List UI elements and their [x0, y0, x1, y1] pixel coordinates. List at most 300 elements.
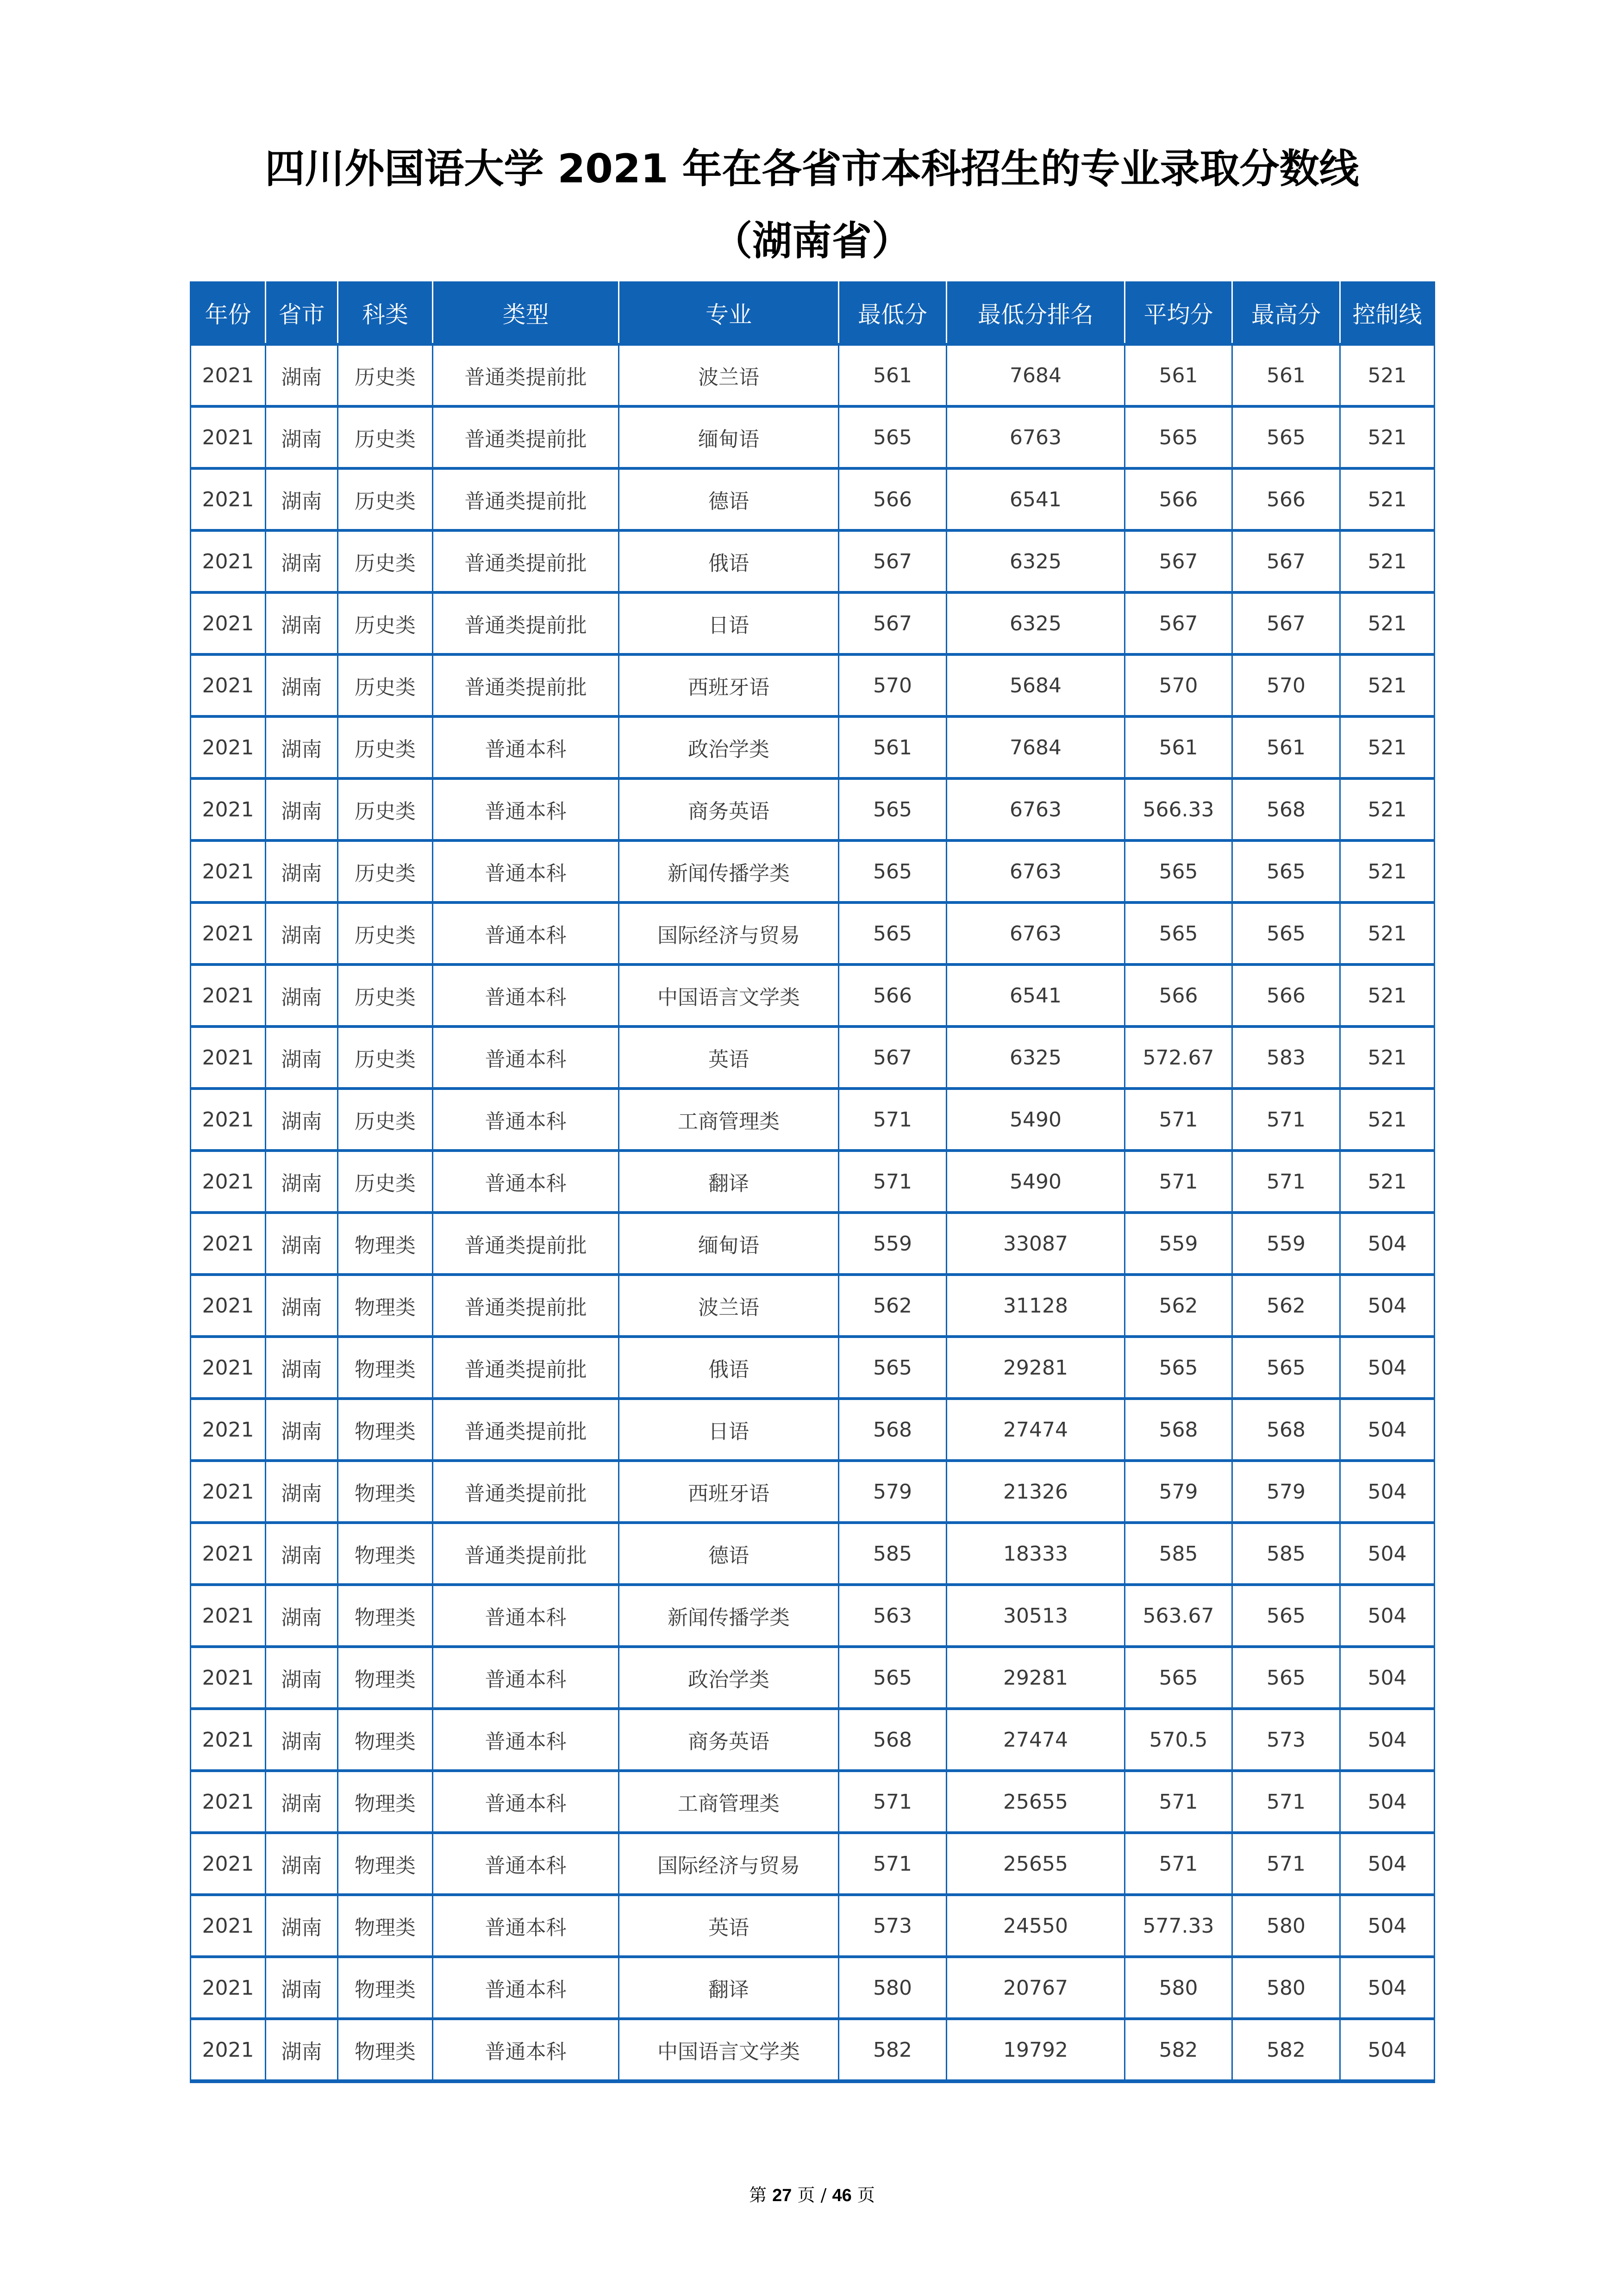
cell-min-score-rank: 6763	[947, 902, 1125, 964]
cell-batch-type: 普通类提前批	[433, 1399, 619, 1461]
cell-min-score-rank: 25655	[947, 1771, 1125, 1833]
cell-major: 翻译	[619, 1151, 839, 1213]
cell-min-score: 582	[839, 2019, 947, 2081]
cell-province: 湖南	[266, 1523, 338, 1585]
cell-control-line: 521	[1340, 1027, 1435, 1089]
cell-major: 翻译	[619, 1957, 839, 2019]
cell-control-line: 521	[1340, 468, 1435, 530]
cell-year: 2021	[191, 654, 266, 716]
cell-min-score-rank: 6325	[947, 592, 1125, 654]
cell-subject-category: 历史类	[338, 468, 433, 530]
cell-control-line: 521	[1340, 1089, 1435, 1151]
cell-avg-score: 567	[1125, 530, 1232, 592]
footer-suffix: 页	[857, 2185, 875, 2205]
cell-major: 商务英语	[619, 778, 839, 840]
cell-subject-category: 物理类	[338, 1337, 433, 1399]
cell-year: 2021	[191, 1337, 266, 1399]
cell-control-line: 521	[1340, 902, 1435, 964]
cell-avg-score: 566.33	[1125, 778, 1232, 840]
cell-control-line: 504	[1340, 1585, 1435, 1647]
cell-control-line: 521	[1340, 592, 1435, 654]
cell-min-score: 571	[839, 1771, 947, 1833]
table-row	[191, 1833, 1435, 1895]
cell-min-score-rank: 6763	[947, 840, 1125, 902]
table-row	[191, 902, 1435, 964]
cell-subject-category: 历史类	[338, 406, 433, 468]
cell-min-score-rank: 7684	[947, 716, 1125, 778]
cell-batch-type: 普通本科	[433, 778, 619, 840]
cell-province: 湖南	[266, 1275, 338, 1337]
cell-min-score: 565	[839, 840, 947, 902]
cell-major: 俄语	[619, 530, 839, 592]
cell-province: 湖南	[266, 406, 338, 468]
cell-major: 日语	[619, 1399, 839, 1461]
cell-year: 2021	[191, 1275, 266, 1337]
cell-min-score: 565	[839, 1337, 947, 1399]
cell-major: 波兰语	[619, 1275, 839, 1337]
cell-control-line: 504	[1340, 1523, 1435, 1585]
cell-year: 2021	[191, 1213, 266, 1275]
cell-min-score-rank: 29281	[947, 1337, 1125, 1399]
column-header-subject-category: 科类	[338, 282, 433, 345]
cell-province: 湖南	[266, 1089, 338, 1151]
cell-min-score: 561	[839, 344, 947, 406]
cell-control-line: 504	[1340, 2019, 1435, 2081]
cell-year: 2021	[191, 468, 266, 530]
column-header-avg-score: 平均分	[1125, 282, 1232, 345]
cell-max-score: 567	[1232, 592, 1340, 654]
cell-max-score: 565	[1232, 840, 1340, 902]
cell-max-score: 573	[1232, 1709, 1340, 1771]
cell-max-score: 582	[1232, 2019, 1340, 2081]
cell-province: 湖南	[266, 1709, 338, 1771]
cell-major: 国际经济与贸易	[619, 1833, 839, 1895]
table-row	[191, 1337, 1435, 1399]
cell-min-score: 573	[839, 1895, 947, 1957]
table-row	[191, 654, 1435, 716]
cell-avg-score: 579	[1125, 1461, 1232, 1523]
cell-subject-category: 历史类	[338, 654, 433, 716]
cell-avg-score: 570	[1125, 654, 1232, 716]
cell-province: 湖南	[266, 964, 338, 1027]
column-header-min-score: 最低分	[839, 282, 947, 345]
cell-subject-category: 历史类	[338, 344, 433, 406]
cell-province: 湖南	[266, 1895, 338, 1957]
cell-min-score-rank: 6763	[947, 778, 1125, 840]
cell-batch-type: 普通类提前批	[433, 530, 619, 592]
table-row	[191, 2019, 1435, 2081]
cell-batch-type: 普通本科	[433, 840, 619, 902]
cell-province: 湖南	[266, 1027, 338, 1089]
cell-subject-category: 物理类	[338, 1709, 433, 1771]
cell-major: 工商管理类	[619, 1771, 839, 1833]
cell-min-score-rank: 20767	[947, 1957, 1125, 2019]
cell-avg-score: 559	[1125, 1213, 1232, 1275]
cell-major: 俄语	[619, 1337, 839, 1399]
cell-min-score-rank: 5490	[947, 1089, 1125, 1151]
cell-major: 西班牙语	[619, 1461, 839, 1523]
cell-batch-type: 普通类提前批	[433, 344, 619, 406]
cell-province: 湖南	[266, 902, 338, 964]
cell-max-score: 571	[1232, 1771, 1340, 1833]
cell-province: 湖南	[266, 1399, 338, 1461]
column-header-major: 专业	[619, 282, 839, 345]
cell-avg-score: 561	[1125, 716, 1232, 778]
cell-max-score: 566	[1232, 468, 1340, 530]
cell-batch-type: 普通本科	[433, 1585, 619, 1647]
cell-major: 政治学类	[619, 1647, 839, 1709]
table-body	[191, 344, 1435, 2081]
cell-max-score: 585	[1232, 1523, 1340, 1585]
cell-subject-category: 物理类	[338, 1647, 433, 1709]
cell-major: 中国语言文学类	[619, 964, 839, 1027]
footer-middle: 页 /	[797, 2185, 827, 2205]
cell-control-line: 521	[1340, 406, 1435, 468]
cell-batch-type: 普通类提前批	[433, 1275, 619, 1337]
cell-avg-score: 572.67	[1125, 1027, 1232, 1089]
cell-control-line: 504	[1340, 1461, 1435, 1523]
cell-major: 德语	[619, 1523, 839, 1585]
cell-min-score-rank: 6763	[947, 406, 1125, 468]
cell-major: 新闻传播学类	[619, 1585, 839, 1647]
cell-min-score: 570	[839, 654, 947, 716]
cell-min-score-rank: 5684	[947, 654, 1125, 716]
cell-province: 湖南	[266, 468, 338, 530]
column-header-year: 年份	[191, 282, 266, 345]
cell-batch-type: 普通类提前批	[433, 1337, 619, 1399]
cell-max-score: 583	[1232, 1027, 1340, 1089]
cell-province: 湖南	[266, 1647, 338, 1709]
page-footer	[0, 2181, 1624, 2206]
table-row	[191, 1709, 1435, 1771]
cell-avg-score: 585	[1125, 1523, 1232, 1585]
cell-batch-type: 普通本科	[433, 716, 619, 778]
cell-max-score: 565	[1232, 1647, 1340, 1709]
cell-control-line: 504	[1340, 1275, 1435, 1337]
cell-control-line: 521	[1340, 1151, 1435, 1213]
cell-province: 湖南	[266, 1213, 338, 1275]
cell-min-score: 571	[839, 1833, 947, 1895]
cell-subject-category: 物理类	[338, 1523, 433, 1585]
table-row	[191, 1027, 1435, 1089]
cell-year: 2021	[191, 1027, 266, 1089]
cell-year: 2021	[191, 1647, 266, 1709]
cell-min-score: 566	[839, 468, 947, 530]
cell-batch-type: 普通本科	[433, 2019, 619, 2081]
cell-max-score: 566	[1232, 964, 1340, 1027]
cell-major: 波兰语	[619, 344, 839, 406]
cell-year: 2021	[191, 840, 266, 902]
cell-min-score-rank: 29281	[947, 1647, 1125, 1709]
cell-avg-score: 570.5	[1125, 1709, 1232, 1771]
table-row	[191, 1523, 1435, 1585]
cell-min-score-rank: 6325	[947, 1027, 1125, 1089]
cell-province: 湖南	[266, 1461, 338, 1523]
cell-min-score: 565	[839, 902, 947, 964]
cell-province: 湖南	[266, 1957, 338, 2019]
cell-year: 2021	[191, 1523, 266, 1585]
current-page-number: 27	[772, 2186, 792, 2205]
cell-subject-category: 历史类	[338, 840, 433, 902]
page-title: 四川外国语大学 2021 年在各省市本科招生的专业录取分数线	[265, 146, 1359, 192]
admission-scores-table	[190, 281, 1435, 2083]
total-pages-number: 46	[832, 2186, 852, 2205]
table-row	[191, 1399, 1435, 1461]
cell-max-score: 562	[1232, 1275, 1340, 1337]
cell-batch-type: 普通类提前批	[433, 1523, 619, 1585]
cell-batch-type: 普通本科	[433, 1647, 619, 1709]
cell-min-score: 559	[839, 1213, 947, 1275]
cell-province: 湖南	[266, 778, 338, 840]
cell-major: 缅甸语	[619, 406, 839, 468]
cell-year: 2021	[191, 406, 266, 468]
cell-min-score-rank: 5490	[947, 1151, 1125, 1213]
cell-province: 湖南	[266, 654, 338, 716]
cell-avg-score: 563.67	[1125, 1585, 1232, 1647]
cell-year: 2021	[191, 778, 266, 840]
cell-subject-category: 物理类	[338, 1213, 433, 1275]
cell-min-score-rank: 25655	[947, 1833, 1125, 1895]
cell-avg-score: 571	[1125, 1771, 1232, 1833]
cell-year: 2021	[191, 1399, 266, 1461]
cell-batch-type: 普通类提前批	[433, 654, 619, 716]
cell-batch-type: 普通本科	[433, 1833, 619, 1895]
cell-control-line: 504	[1340, 1399, 1435, 1461]
cell-max-score: 571	[1232, 1833, 1340, 1895]
cell-control-line: 521	[1340, 654, 1435, 716]
cell-min-score: 563	[839, 1585, 947, 1647]
table-row	[191, 716, 1435, 778]
cell-avg-score: 565	[1125, 902, 1232, 964]
cell-year: 2021	[191, 1461, 266, 1523]
cell-control-line: 504	[1340, 1957, 1435, 2019]
table-row	[191, 778, 1435, 840]
cell-control-line: 504	[1340, 1213, 1435, 1275]
cell-control-line: 504	[1340, 1337, 1435, 1399]
cell-province: 湖南	[266, 716, 338, 778]
cell-major: 工商管理类	[619, 1089, 839, 1151]
cell-subject-category: 物理类	[338, 1771, 433, 1833]
table-row	[191, 1957, 1435, 2019]
cell-max-score: 580	[1232, 1957, 1340, 2019]
cell-control-line: 504	[1340, 1771, 1435, 1833]
cell-max-score: 561	[1232, 716, 1340, 778]
cell-batch-type: 普通本科	[433, 964, 619, 1027]
cell-avg-score: 580	[1125, 1957, 1232, 2019]
cell-min-score-rank: 19792	[947, 2019, 1125, 2081]
table-row	[191, 530, 1435, 592]
cell-control-line: 504	[1340, 1709, 1435, 1771]
cell-year: 2021	[191, 716, 266, 778]
cell-min-score: 571	[839, 1089, 947, 1151]
cell-year: 2021	[191, 1585, 266, 1647]
cell-avg-score: 571	[1125, 1833, 1232, 1895]
column-header-province: 省市	[266, 282, 338, 345]
cell-max-score: 565	[1232, 406, 1340, 468]
cell-control-line: 504	[1340, 1895, 1435, 1957]
cell-subject-category: 历史类	[338, 964, 433, 1027]
cell-major: 德语	[619, 468, 839, 530]
cell-min-score: 568	[839, 1709, 947, 1771]
cell-province: 湖南	[266, 344, 338, 406]
cell-control-line: 504	[1340, 1833, 1435, 1895]
cell-min-score: 561	[839, 716, 947, 778]
cell-min-score-rank: 27474	[947, 1709, 1125, 1771]
cell-avg-score: 562	[1125, 1275, 1232, 1337]
cell-batch-type: 普通本科	[433, 1709, 619, 1771]
column-header-control-line: 控制线	[1340, 282, 1435, 345]
cell-avg-score: 565	[1125, 1337, 1232, 1399]
cell-avg-score: 568	[1125, 1399, 1232, 1461]
column-header-min-score-rank: 最低分排名	[947, 282, 1125, 345]
cell-min-score: 566	[839, 964, 947, 1027]
cell-min-score: 565	[839, 1647, 947, 1709]
cell-subject-category: 历史类	[338, 902, 433, 964]
cell-avg-score: 571	[1125, 1151, 1232, 1213]
cell-avg-score: 561	[1125, 344, 1232, 406]
table-row	[191, 406, 1435, 468]
footer-prefix: 第	[749, 2185, 767, 2205]
cell-subject-category: 物理类	[338, 1461, 433, 1523]
cell-province: 湖南	[266, 592, 338, 654]
cell-min-score-rank: 6325	[947, 530, 1125, 592]
cell-batch-type: 普通本科	[433, 1771, 619, 1833]
cell-max-score: 568	[1232, 1399, 1340, 1461]
cell-max-score: 565	[1232, 1585, 1340, 1647]
cell-min-score: 571	[839, 1151, 947, 1213]
cell-year: 2021	[191, 2019, 266, 2081]
cell-subject-category: 历史类	[338, 1089, 433, 1151]
table-header-row	[191, 282, 1435, 345]
cell-min-score-rank: 30513	[947, 1585, 1125, 1647]
cell-year: 2021	[191, 592, 266, 654]
cell-max-score: 571	[1232, 1151, 1340, 1213]
cell-major: 日语	[619, 592, 839, 654]
table-row	[191, 344, 1435, 406]
cell-major: 商务英语	[619, 1709, 839, 1771]
cell-province: 湖南	[266, 840, 338, 902]
cell-subject-category: 历史类	[338, 592, 433, 654]
cell-control-line: 521	[1340, 964, 1435, 1027]
cell-avg-score: 565	[1125, 840, 1232, 902]
cell-province: 湖南	[266, 530, 338, 592]
cell-major: 国际经济与贸易	[619, 902, 839, 964]
cell-major: 英语	[619, 1895, 839, 1957]
cell-year: 2021	[191, 1089, 266, 1151]
cell-subject-category: 物理类	[338, 1895, 433, 1957]
cell-min-score-rank: 6541	[947, 468, 1125, 530]
cell-control-line: 521	[1340, 778, 1435, 840]
cell-max-score: 571	[1232, 1089, 1340, 1151]
table-row	[191, 1089, 1435, 1151]
cell-year: 2021	[191, 1771, 266, 1833]
cell-min-score-rank: 33087	[947, 1213, 1125, 1275]
cell-min-score: 585	[839, 1523, 947, 1585]
cell-min-score-rank: 6541	[947, 964, 1125, 1027]
cell-min-score: 567	[839, 1027, 947, 1089]
cell-subject-category: 历史类	[338, 1027, 433, 1089]
cell-batch-type: 普通本科	[433, 1027, 619, 1089]
cell-max-score: 570	[1232, 654, 1340, 716]
table-row	[191, 1461, 1435, 1523]
cell-year: 2021	[191, 1833, 266, 1895]
cell-control-line: 521	[1340, 344, 1435, 406]
cell-year: 2021	[191, 1151, 266, 1213]
cell-min-score-rank: 21326	[947, 1461, 1125, 1523]
cell-subject-category: 历史类	[338, 716, 433, 778]
cell-min-score: 567	[839, 530, 947, 592]
cell-major: 政治学类	[619, 716, 839, 778]
cell-subject-category: 物理类	[338, 1275, 433, 1337]
cell-min-score: 562	[839, 1275, 947, 1337]
table-row	[191, 840, 1435, 902]
cell-max-score: 559	[1232, 1213, 1340, 1275]
cell-province: 湖南	[266, 1833, 338, 1895]
column-header-batch-type: 类型	[433, 282, 619, 345]
cell-avg-score: 566	[1125, 468, 1232, 530]
cell-subject-category: 物理类	[338, 1585, 433, 1647]
cell-batch-type: 普通类提前批	[433, 592, 619, 654]
cell-batch-type: 普通本科	[433, 1089, 619, 1151]
cell-avg-score: 565	[1125, 406, 1232, 468]
cell-year: 2021	[191, 1895, 266, 1957]
cell-major: 英语	[619, 1027, 839, 1089]
table-row	[191, 964, 1435, 1027]
table-row	[191, 1895, 1435, 1957]
cell-min-score-rank: 18333	[947, 1523, 1125, 1585]
cell-year: 2021	[191, 902, 266, 964]
table-row	[191, 1275, 1435, 1337]
cell-min-score-rank: 7684	[947, 344, 1125, 406]
cell-avg-score: 565	[1125, 1647, 1232, 1709]
cell-subject-category: 历史类	[338, 778, 433, 840]
cell-min-score: 567	[839, 592, 947, 654]
cell-max-score: 579	[1232, 1461, 1340, 1523]
cell-min-score-rank: 31128	[947, 1275, 1125, 1337]
cell-min-score: 579	[839, 1461, 947, 1523]
cell-year: 2021	[191, 1957, 266, 2019]
cell-avg-score: 566	[1125, 964, 1232, 1027]
cell-min-score: 568	[839, 1399, 947, 1461]
cell-major: 缅甸语	[619, 1213, 839, 1275]
table-row	[191, 1647, 1435, 1709]
cell-batch-type: 普通类提前批	[433, 468, 619, 530]
cell-min-score: 580	[839, 1957, 947, 2019]
cell-subject-category: 历史类	[338, 1151, 433, 1213]
cell-avg-score: 582	[1125, 2019, 1232, 2081]
cell-min-score: 565	[839, 778, 947, 840]
cell-province: 湖南	[266, 2019, 338, 2081]
cell-major: 中国语言文学类	[619, 2019, 839, 2081]
table-row	[191, 468, 1435, 530]
cell-subject-category: 物理类	[338, 1399, 433, 1461]
cell-year: 2021	[191, 344, 266, 406]
cell-min-score: 565	[839, 406, 947, 468]
cell-subject-category: 物理类	[338, 1957, 433, 2019]
cell-subject-category: 物理类	[338, 1833, 433, 1895]
cell-subject-category: 历史类	[338, 530, 433, 592]
cell-control-line: 521	[1340, 530, 1435, 592]
column-header-max-score: 最高分	[1232, 282, 1340, 345]
cell-control-line: 504	[1340, 1647, 1435, 1709]
cell-province: 湖南	[266, 1585, 338, 1647]
cell-year: 2021	[191, 1709, 266, 1771]
page-subtitle-province: （湖南省）	[712, 218, 912, 264]
table-row	[191, 592, 1435, 654]
table-row	[191, 1771, 1435, 1833]
table-row	[191, 1151, 1435, 1213]
cell-max-score: 565	[1232, 1337, 1340, 1399]
